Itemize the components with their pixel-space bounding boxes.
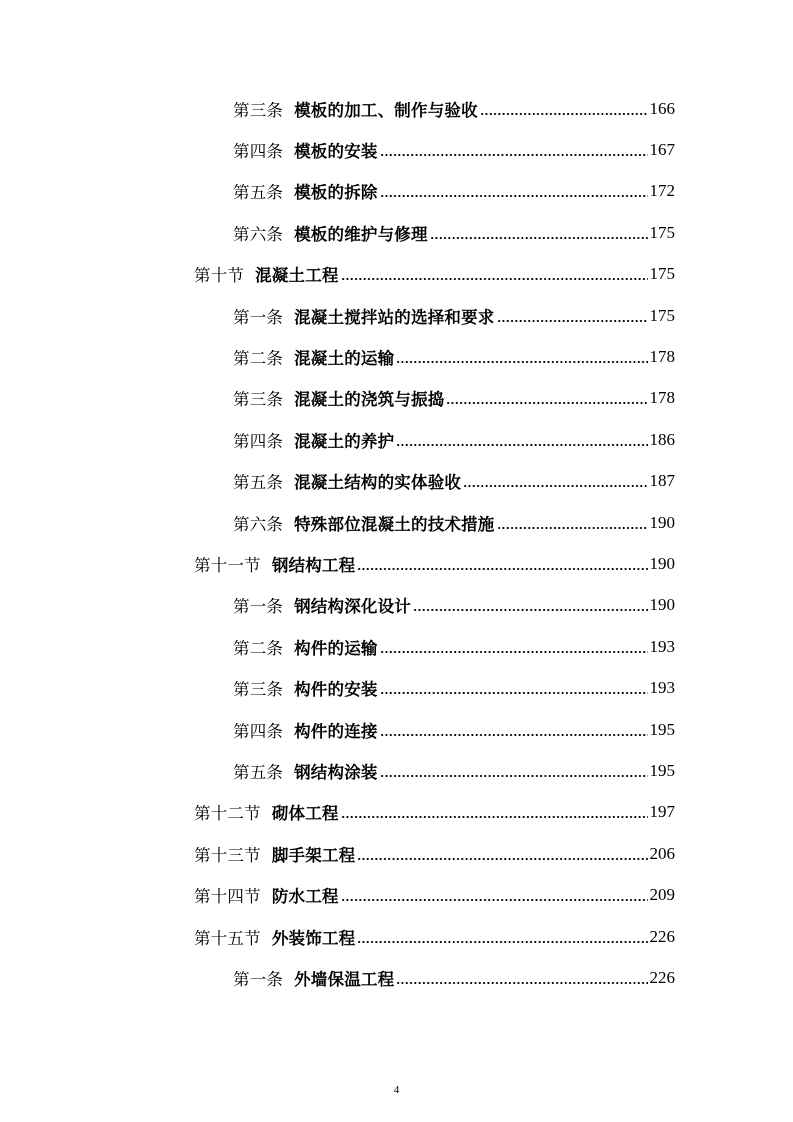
toc-entry-title: 钢结构工程 [271, 555, 356, 575]
toc-entry[interactable] [0, 957, 793, 998]
toc-entry[interactable] [0, 378, 793, 419]
toc-entry-number: 第十五节 [194, 928, 261, 948]
toc-entry-title: 模板的拆除 [294, 183, 378, 203]
toc-entry-title: 构件的连接 [294, 721, 378, 741]
toc-entry[interactable] [0, 585, 793, 626]
toc-entry[interactable] [0, 171, 793, 212]
dot-leader [396, 442, 647, 448]
toc-entry-page: 209 [649, 885, 675, 905]
toc-entry-page: 172 [649, 181, 675, 201]
toc-entry-number: 第二条 [233, 349, 284, 369]
toc-entry-page: 166 [649, 98, 675, 118]
toc-entry-page: 187 [649, 471, 675, 491]
toc-entry[interactable] [0, 295, 793, 336]
toc-entry-title: 混凝土结构的实体验收 [294, 473, 462, 493]
toc-entry-page: 197 [649, 802, 675, 822]
toc-section-entry[interactable] [0, 916, 793, 957]
toc-entry-number: 第二条 [233, 638, 284, 658]
dot-leader [380, 773, 648, 779]
toc-entry-title: 模板的安装 [294, 142, 378, 162]
dot-leader [341, 276, 648, 282]
dot-leader [463, 483, 647, 489]
page-number: 4 [393, 1084, 400, 1096]
toc-entry-title: 构件的安装 [294, 680, 378, 700]
dot-leader [357, 856, 647, 862]
toc-entry-page: 175 [649, 305, 675, 325]
dot-leader [396, 980, 647, 986]
table-of-contents [0, 88, 793, 999]
toc-entry-number: 第三条 [233, 680, 284, 700]
dot-leader [446, 400, 647, 406]
toc-entry-number: 第四条 [233, 431, 284, 451]
toc-entry-page: 178 [649, 388, 675, 408]
dot-leader [413, 607, 647, 613]
toc-section-entry[interactable] [0, 543, 793, 584]
dot-leader [497, 525, 648, 531]
toc-entry-title: 模板的加工、制作与验收 [294, 100, 478, 120]
toc-entry-number: 第一条 [233, 597, 284, 617]
toc-entry-number: 第十三节 [194, 845, 261, 865]
toc-entry[interactable] [0, 667, 793, 708]
toc-entry-title: 模板的维护与修理 [294, 224, 428, 244]
toc-entry[interactable] [0, 750, 793, 791]
toc-section-entry[interactable] [0, 254, 793, 295]
toc-entry-title: 防水工程 [271, 887, 339, 907]
dot-leader [380, 649, 648, 655]
toc-entry[interactable] [0, 88, 793, 129]
toc-entry-title: 钢结构涂装 [294, 762, 378, 782]
toc-entry-number: 第五条 [233, 473, 284, 493]
toc-entry-page: 190 [649, 553, 675, 573]
toc-entry-page: 186 [649, 429, 675, 449]
toc-entry-page: 193 [649, 636, 675, 656]
toc-entry-title: 混凝土工程 [255, 266, 339, 286]
toc-entry-title: 钢结构深化设计 [294, 597, 412, 617]
toc-section-entry[interactable] [0, 792, 793, 833]
toc-entry[interactable] [0, 502, 793, 543]
dot-leader [497, 318, 648, 324]
toc-entry-number: 第十一节 [194, 555, 261, 575]
toc-entry-number: 第一条 [233, 969, 284, 989]
dot-leader [380, 732, 648, 738]
dot-leader [341, 814, 648, 820]
toc-entry-page: 195 [649, 719, 675, 739]
toc-entry-number: 第十节 [194, 266, 245, 286]
toc-entry-number: 第十二节 [194, 804, 261, 824]
toc-entry[interactable] [0, 626, 793, 667]
toc-entry-number: 第三条 [233, 390, 284, 410]
toc-entry-page: 175 [649, 222, 675, 242]
toc-section-entry[interactable] [0, 874, 793, 915]
dot-leader [341, 897, 648, 903]
toc-entry-page: 167 [649, 140, 675, 160]
toc-entry-number: 第四条 [233, 142, 284, 162]
toc-entry-title: 外装饰工程 [271, 928, 356, 948]
toc-entry[interactable] [0, 461, 793, 502]
dot-leader [380, 690, 648, 696]
toc-entry-title: 外墙保温工程 [294, 969, 395, 989]
toc-entry-title: 混凝土搅拌站的选择和要求 [294, 307, 495, 327]
toc-entry-number: 第一条 [233, 307, 284, 327]
toc-section-entry[interactable] [0, 833, 793, 874]
toc-entry-page: 175 [649, 264, 675, 284]
toc-entry[interactable] [0, 419, 793, 460]
toc-entry-page: 206 [649, 843, 675, 863]
toc-entry[interactable] [0, 212, 793, 253]
toc-entry[interactable] [0, 336, 793, 377]
toc-entry-number: 第十四节 [194, 887, 261, 907]
toc-entry-title: 混凝土的浇筑与振捣 [294, 390, 445, 410]
dot-leader [396, 359, 647, 365]
toc-entry-title: 混凝土的运输 [294, 349, 395, 369]
dot-leader [357, 939, 647, 945]
toc-entry-number: 第六条 [233, 514, 284, 534]
toc-entry-title: 脚手架工程 [271, 845, 356, 865]
dot-leader [480, 111, 648, 117]
toc-entry-page: 226 [649, 926, 675, 946]
toc-entry-page: 178 [649, 347, 675, 367]
toc-entry-page: 190 [649, 595, 675, 615]
toc-entry-title: 构件的运输 [294, 638, 378, 658]
toc-entry-title: 混凝土的养护 [294, 431, 395, 451]
toc-entry-page: 195 [649, 760, 675, 780]
toc-entry-number: 第五条 [233, 762, 284, 782]
dot-leader [380, 193, 648, 199]
toc-entry-page: 226 [649, 967, 675, 987]
toc-entry-number: 第四条 [233, 721, 284, 741]
toc-entry-number: 第六条 [233, 224, 284, 244]
toc-entry[interactable] [0, 709, 793, 750]
toc-entry-number: 第三条 [233, 100, 284, 120]
toc-entry-number: 第五条 [233, 183, 284, 203]
toc-entry-page: 193 [649, 678, 675, 698]
toc-entry-title: 砌体工程 [271, 804, 339, 824]
dot-leader [380, 152, 648, 158]
toc-entry[interactable] [0, 129, 793, 170]
dot-leader [357, 566, 647, 572]
toc-entry-title: 特殊部位混凝土的技术措施 [294, 514, 495, 534]
toc-entry-page: 190 [649, 512, 675, 532]
dot-leader [430, 235, 648, 241]
